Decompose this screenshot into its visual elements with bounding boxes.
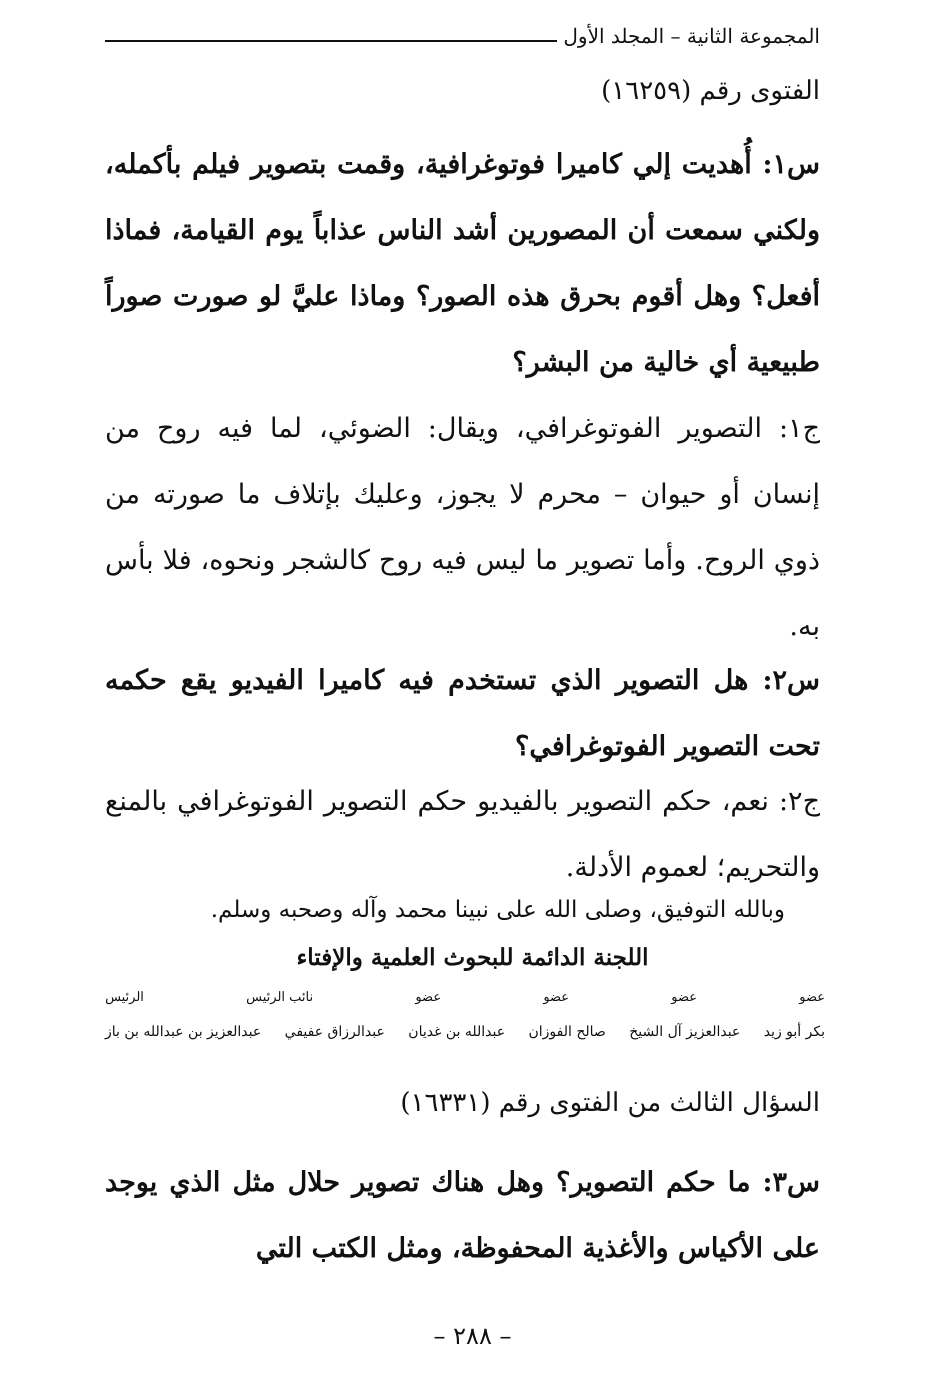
signatory-name: صالح الفوزان — [528, 1024, 606, 1040]
running-header — [105, 22, 820, 50]
question-3: س٣: ما حكم التصوير؟ وهل هناك تصوير حلال مثل الذي يوجد على الأكياس والأغذية المحفوظة، ومثل الكتب التي — [105, 1167, 820, 1264]
signatory-name: بكر أبو زيد — [763, 1024, 825, 1040]
header-title: المجموعة الثانية – المجلد الأول — [563, 24, 820, 48]
role: عضو — [415, 990, 442, 1005]
role: عضو — [671, 990, 698, 1005]
signatory-names — [105, 1024, 825, 1040]
page-number: – ٢٨٨ – — [433, 1322, 512, 1350]
signatory-name: عبدالله بن غديان — [408, 1024, 506, 1040]
committee-title: اللجنة الدائمة للبحوث العلمية والإفتاء — [296, 944, 649, 971]
answer-2: ج٢: نعم، حكم التصوير بالفيديو حكم التصوير الفوتوغرافي بالمنع والتحريم؛ لعموم الأدلة. — [105, 786, 820, 883]
role: الرئيس — [105, 990, 144, 1005]
answer-1: ج١: التصوير الفوتوغرافي، ويقال: الضوئي، لما فيه روح من إنسان أو حيوان – محرم لا يجوز، وعليك بإتلاف ما صورته من ذوي الروح. وأما تصوير ما ليس فيه روح كالشجر ونحوه، فلا بأس به. — [105, 413, 820, 642]
role: عضو — [543, 990, 570, 1005]
signatory-roles — [105, 990, 825, 1005]
signatory-name: عبدالعزيز بن عبدالله بن باز — [105, 1024, 262, 1040]
question-2: س٢: هل التصوير الذي تستخدم فيه كاميرا الفيديو يقع حكمه تحت التصوير الفوتوغرافي؟ — [105, 665, 820, 762]
role: نائب الرئيس — [246, 990, 314, 1005]
header-rule — [105, 40, 557, 42]
role: عضو — [799, 990, 825, 1005]
question-1: س١: أُهديت إلي كاميرا فوتوغرافية، وقمت بتصوير فيلم بأكمله، ولكني سمعت أن المصورين أشد الناس عذاباً يوم القيامة، فماذا أفعل؟ وهل أقوم بحرق هذه الصور؟ وماذا عليَّ لو صورت صوراً طبيعية أي خالية من البشر؟ — [105, 149, 820, 378]
signatory-name: عبدالرزاق عفيفي — [284, 1024, 385, 1040]
fatwa-title: الفتوى رقم (١٦٢٥٩) — [601, 76, 820, 106]
signatory-name: عبدالعزيز آل الشيخ — [629, 1024, 741, 1040]
third-question-title: السؤال الثالث من الفتوى رقم (١٦٣٣١) — [400, 1088, 820, 1118]
closing-line: وبالله التوفيق، وصلى الله على نبينا محمد وآله وصحبه وسلم. — [210, 897, 785, 923]
